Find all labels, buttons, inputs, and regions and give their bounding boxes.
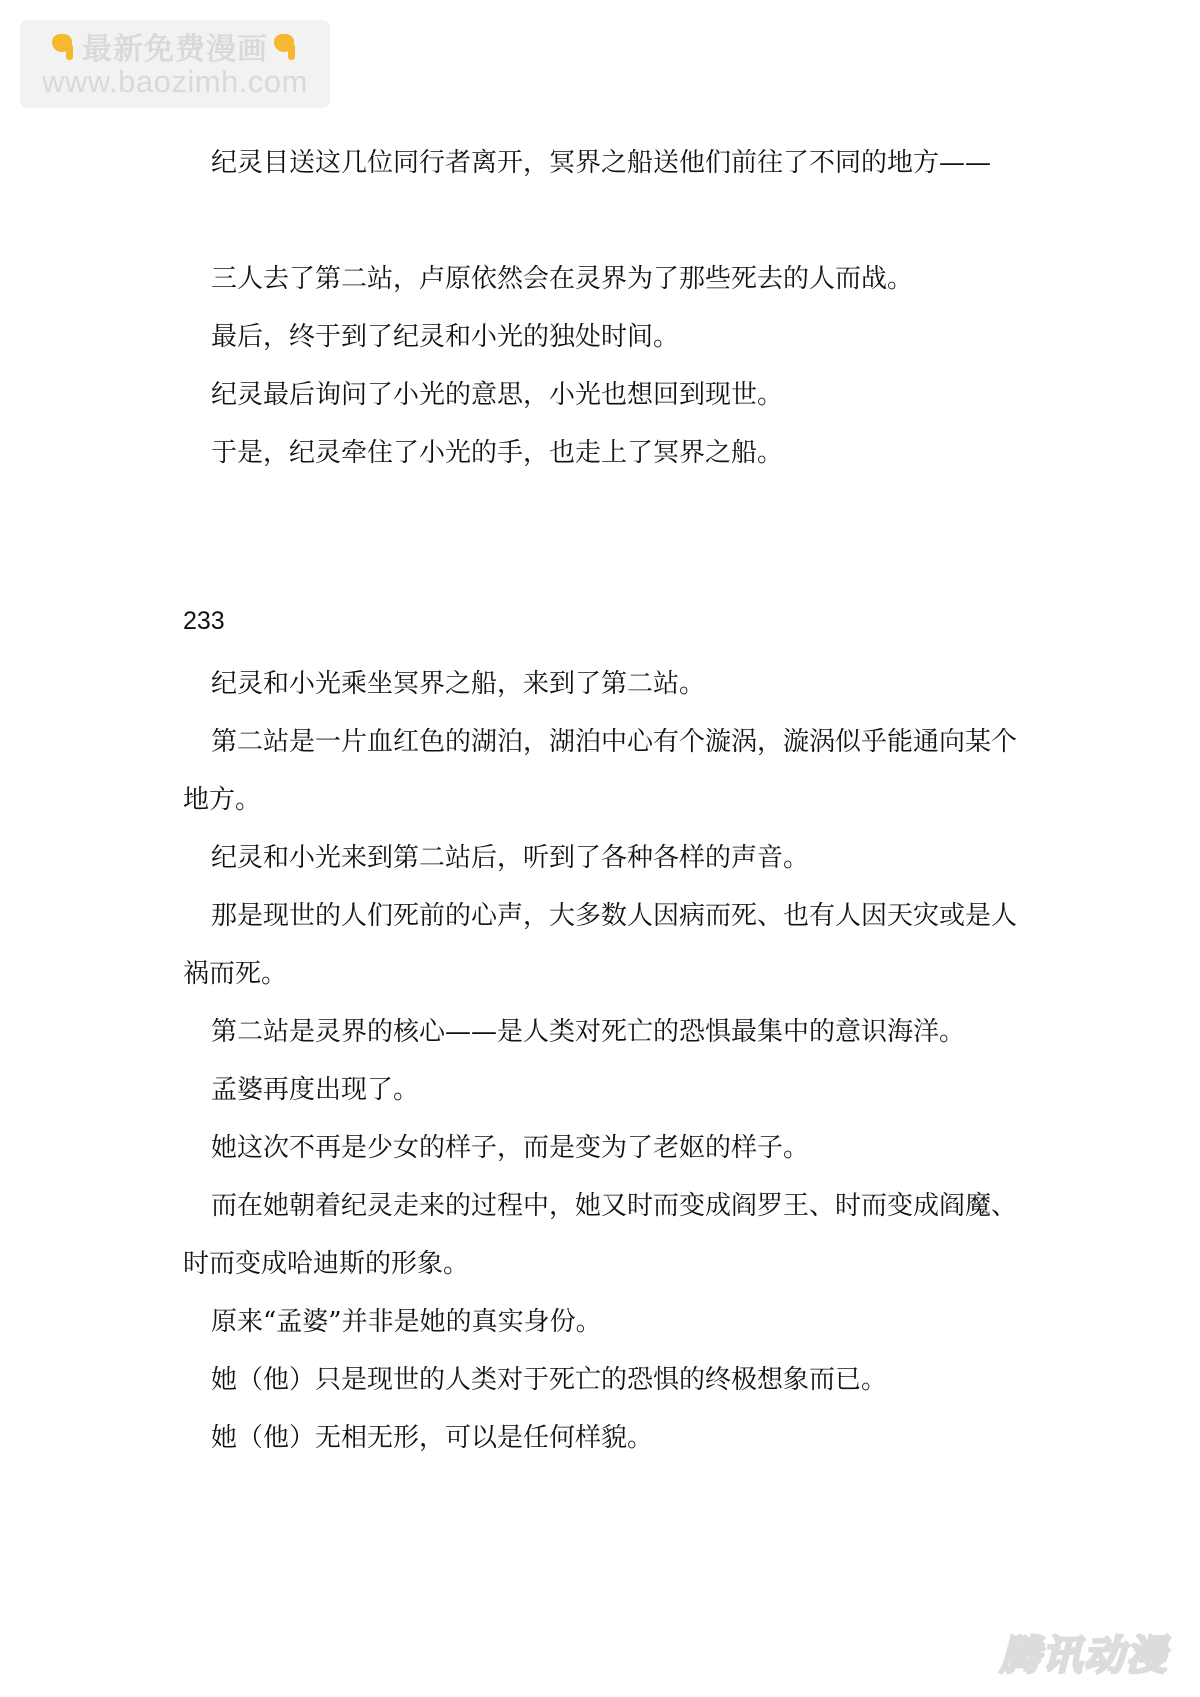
paragraph: 她这次不再是少女的样子，而是变为了老妪的样子。 xyxy=(211,1133,810,1163)
paragraph: 那是现世的人们死前的心声，大多数人因病而死、也有人因天灾或是人祸而死。 xyxy=(183,901,1018,989)
paragraph: 她（他）无相无形，可以是任何样貌。 xyxy=(211,1423,654,1453)
paragraph: 纪灵和小光乘坐冥界之船，来到了第二站。 xyxy=(211,669,706,699)
paragraph: 三人去了第二站，卢原依然会在灵界为了那些死去的人而战。 xyxy=(211,264,914,294)
tencent-comics-watermark: 腾讯动漫 xyxy=(1000,1633,1168,1679)
paragraph: 纪灵最后询问了小光的意思，小光也想回到现世。 xyxy=(211,380,784,410)
paragraph: 孟婆再度出现了。 xyxy=(211,1075,420,1105)
paragraph: 最后，终于到了纪灵和小光的独处时间。 xyxy=(211,322,680,352)
paragraph: 她（他）只是现世的人类对于死亡的恐惧的终极想象而已。 xyxy=(211,1365,888,1395)
paragraph: 于是，纪灵牵住了小光的手，也走上了冥界之船。 xyxy=(211,438,784,468)
paragraph: 纪灵和小光来到第二站后，听到了各种各样的声音。 xyxy=(211,843,810,873)
pointing-down-hand-icon xyxy=(272,30,300,62)
paragraph: 原来“孟婆”并非是她的真实身份。 xyxy=(211,1307,602,1337)
watermark-slogan: 最新免费漫画 xyxy=(82,32,268,67)
watermark-slogan-row xyxy=(32,28,318,67)
paragraph: 第二站是一片血红色的湖泊，湖泊中心有个漩涡，漩涡似乎能通向某个地方。 xyxy=(183,727,1018,815)
paragraph: 第二站是灵界的核心——是人类对死亡的恐惧最集中的意识海洋。 xyxy=(211,1017,966,1047)
site-watermark-badge xyxy=(20,20,330,108)
chapter-number: 233 xyxy=(183,607,225,635)
pointing-down-hand-icon xyxy=(50,30,78,62)
paragraph: 而在她朝着纪灵走来的过程中，她又时而变成阎罗王、时而变成阎魔、时而变成哈迪斯的形象。 xyxy=(183,1191,1018,1279)
paragraph: 纪灵目送这几位同行者离开，冥界之船送他们前往了不同的地方—— xyxy=(211,148,992,178)
watermark-url: www.baozimh.com xyxy=(42,64,308,99)
